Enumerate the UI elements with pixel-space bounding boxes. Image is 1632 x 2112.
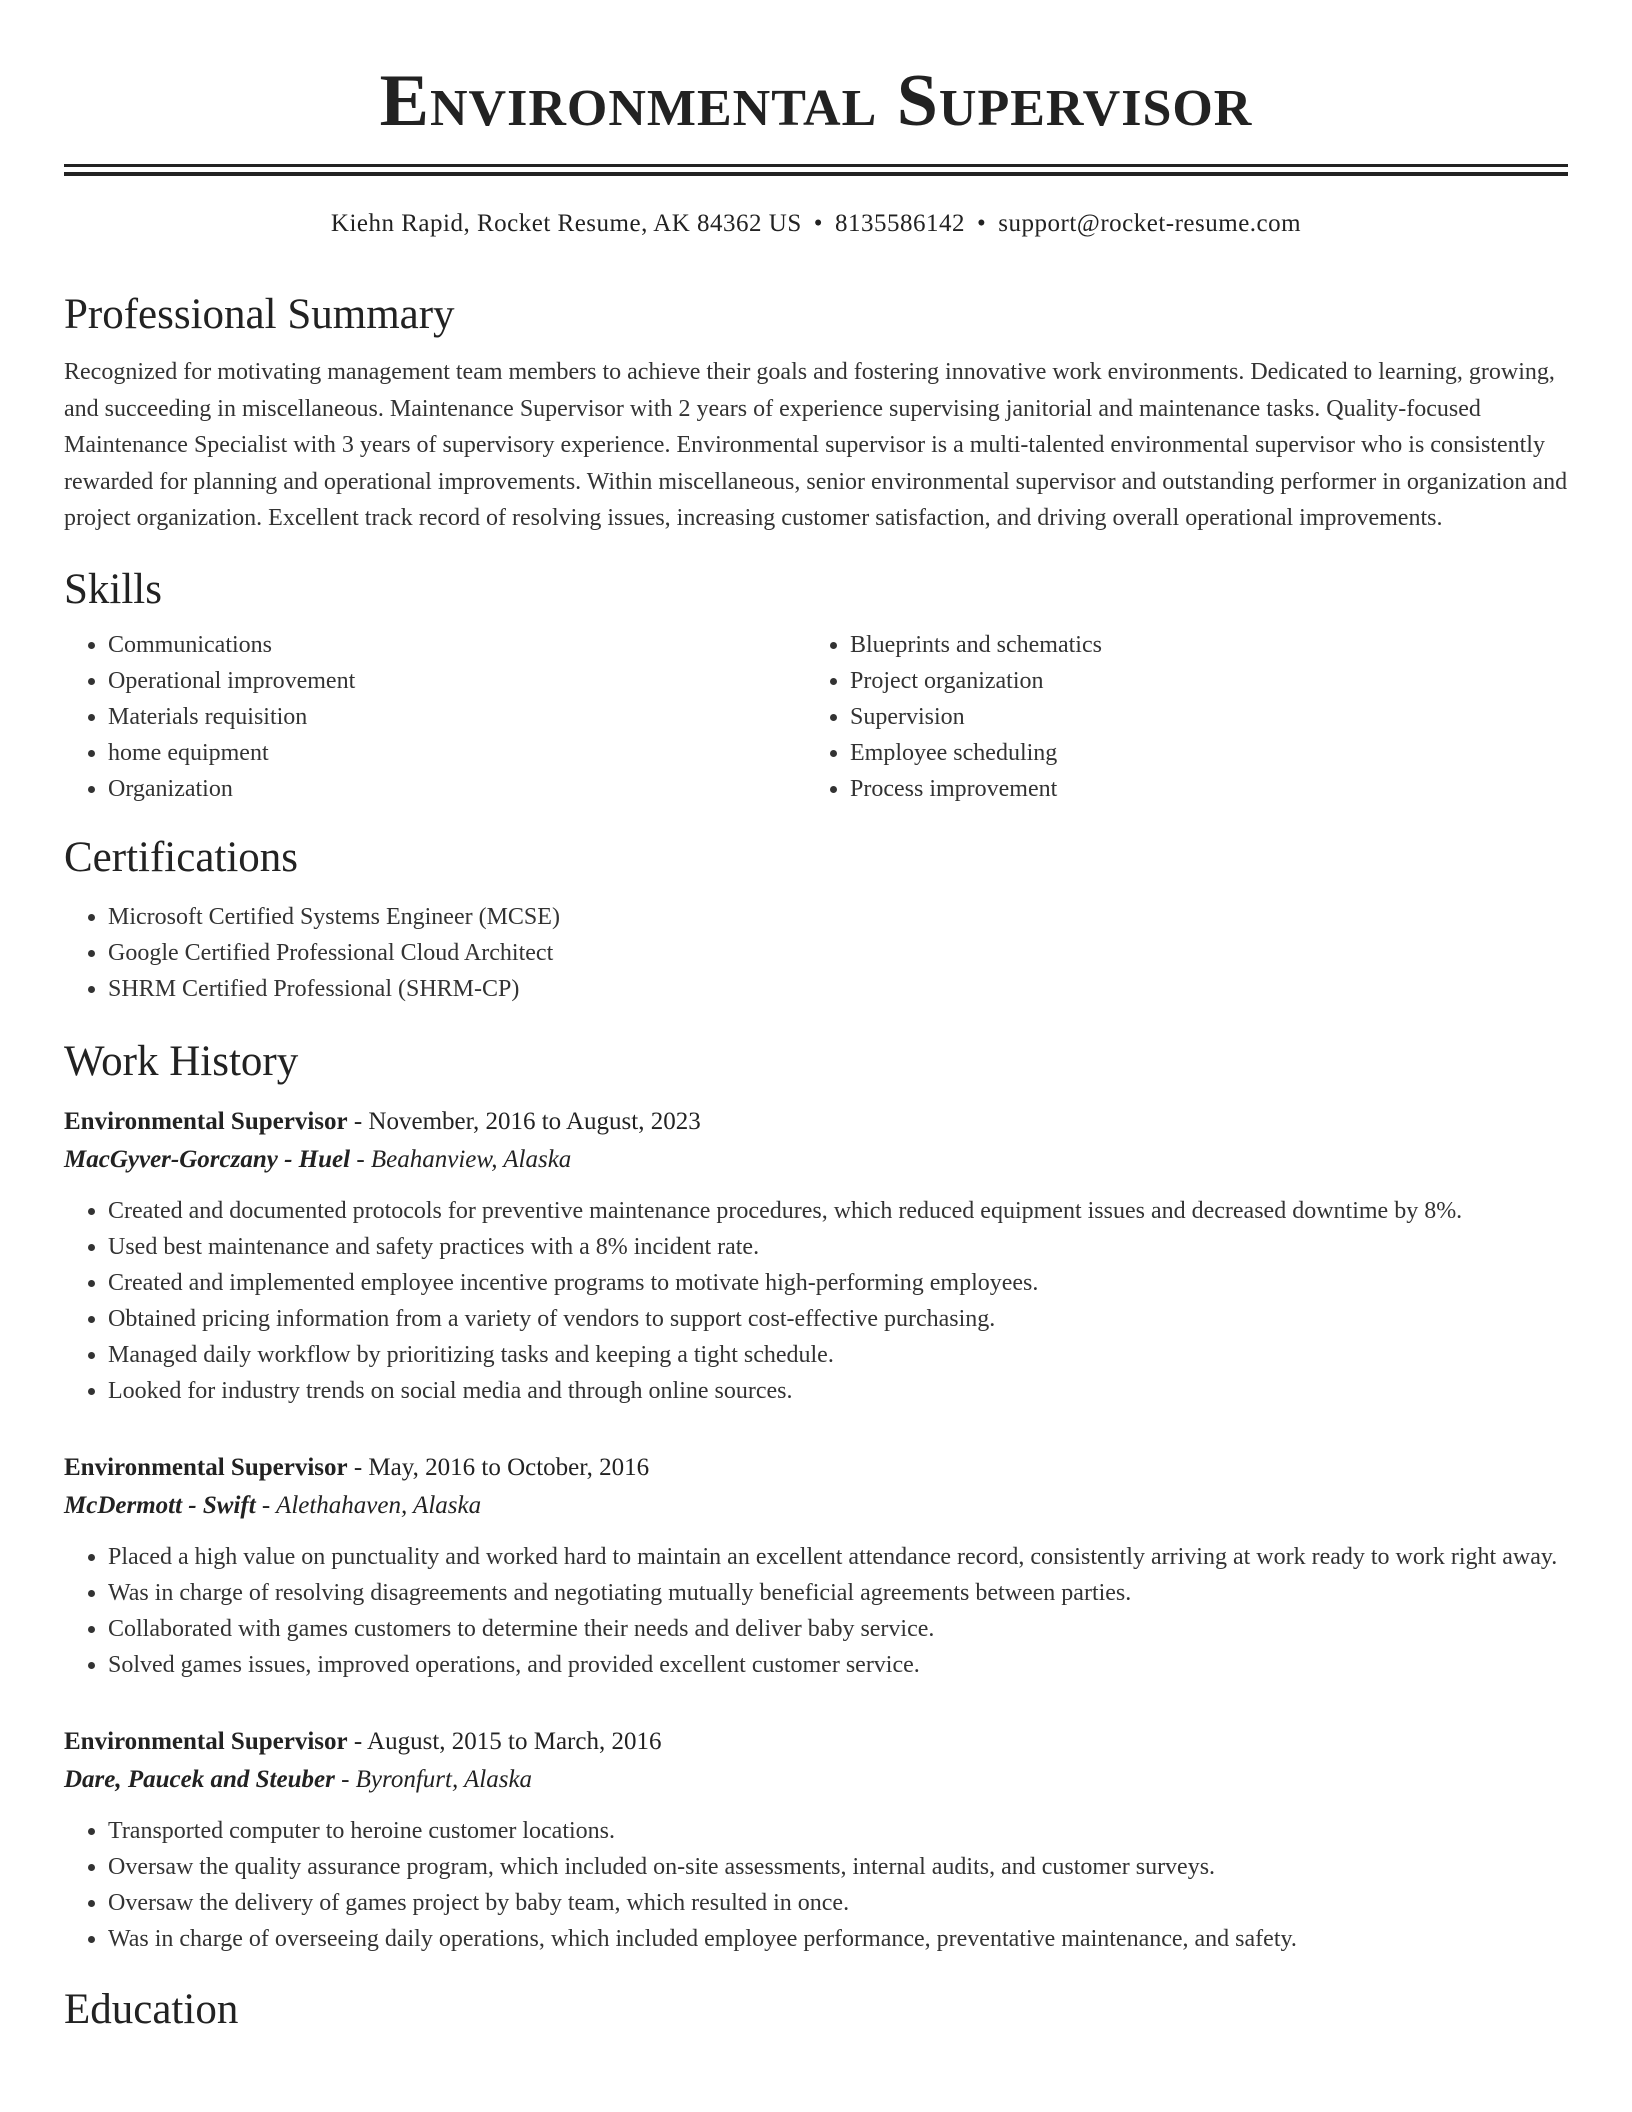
skill-item: • Organization [108,771,806,807]
skill-item: • Project organization [850,663,1548,699]
job-company: McDermott - Swift [64,1491,256,1519]
skill-item: • Process improvement [850,771,1548,807]
job-bullets [64,1813,1568,1957]
contact-phone: 8135586142 [835,210,966,237]
job-bullet: • Managed daily workflow by prioritizing tasks and keeping a tight schedule. [108,1337,1568,1373]
job-dash: - [347,1453,369,1481]
job-entry [64,1449,1568,1683]
certifications-heading: Certifications [64,833,299,881]
job-company-line [64,1761,1568,1799]
job-bullets [64,1539,1568,1683]
job-bullet: • Was in charge of overseeing daily operations, which included employee performance, preventative maintenance, and safety. [108,1921,1568,1957]
job-bullet: • Oversaw the delivery of games project by baby team, which resulted in once. [108,1885,1568,1921]
work-history-heading: Work History [64,1037,299,1085]
job-bullet: • Oversaw the quality assurance program, which included on-site assessments, internal audits, and customer surveys. [108,1849,1568,1885]
job-dash: - [255,1491,277,1519]
contact-line [64,206,1568,242]
resume-title: Environmental Supervisor [379,60,1253,142]
title-divider-bottom [64,172,1568,176]
job-bullet: • Used best maintenance and safety practices with a 8% incident rate. [108,1229,1568,1265]
resume-page [64,0,1568,2037]
contact-separator: • [813,210,824,237]
job-title: Environmental Supervisor [64,1727,348,1755]
contact-email: support@rocket-resume.com [998,210,1302,237]
certifications-list [64,899,1568,1007]
job-dash: - [334,1765,356,1793]
job-company: Dare, Paucek and Steuber [64,1765,335,1793]
job-bullet: • Created and implemented employee incentive programs to motivate high-performing employees. [108,1265,1568,1301]
education-heading: Education [64,1985,239,2033]
contact-address: Kiehn Rapid, Rocket Resume, AK 84362 US [330,210,802,237]
summary-text: Recognized for motivating management team members to achieve their goals and fostering innovative work environments. Dedicated to learning, growing, and succeeding in miscellaneous. Maintenance Supervisor with 2 years of experience supervising janitorial and maintenance tasks. Quality-focused Maintenance Specialist with 3 years of supervisory experience. Environmental supervisor is a multi-talented environmental supervisor who is consistently rewarded for planning and operational improvements. Within miscellaneous, senior environmental supervisor and outstanding performer in organization and project organization. Excellent track record of resolving issues, increasing customer satisfaction, and driving overall operational improvements. [64,359,1568,531]
skill-item: • Materials requisition [108,699,806,735]
title-divider-top [64,164,1568,167]
job-dash: - [347,1107,369,1135]
job-title: Environmental Supervisor [64,1453,348,1481]
job-company-line [64,1141,1568,1179]
job-location: Alethahaven, Alaska [276,1491,482,1519]
skill-item: • Employee scheduling [850,735,1548,771]
job-entry [64,1723,1568,1957]
skill-item: • home equipment [108,735,806,771]
skills-list-right [806,627,1548,807]
job-bullets [64,1193,1568,1409]
job-dates: May, 2016 to October, 2016 [368,1453,650,1481]
job-entry [64,1103,1568,1409]
job-title-line [64,1103,1568,1141]
skill-item: • Communications [108,627,806,663]
job-bullet: • Created and documented protocols for preventive maintenance procedures, which reduced equipment issues and decreased downtime by 8%. [108,1193,1568,1229]
job-bullet: • Placed a high value on punctuality and worked hard to maintain an excellent attendance record, consistently arriving at work ready to work right away. [108,1539,1568,1575]
job-bullet: • Transported computer to heroine customer locations. [108,1813,1568,1849]
skill-item: • Supervision [850,699,1548,735]
certification-item: • SHRM Certified Professional (SHRM-CP) [108,971,1568,1007]
job-dash: - [347,1727,368,1755]
job-dash: - [350,1145,371,1173]
job-dates: August, 2015 to March, 2016 [367,1727,662,1755]
job-dates: November, 2016 to August, 2023 [368,1107,701,1135]
job-company-line [64,1487,1568,1525]
job-title-line [64,1449,1568,1487]
job-title: Environmental Supervisor [64,1107,348,1135]
skills-list-left [64,627,806,807]
job-bullet: • Obtained pricing information from a variety of vendors to support cost-effective purchasing. [108,1301,1568,1337]
job-bullet: • Looked for industry trends on social media and through online sources. [108,1373,1568,1409]
job-bullet: • Solved games issues, improved operations, and provided excellent customer service. [108,1647,1568,1683]
job-location: Beahanview, Alaska [370,1145,572,1173]
job-title-line [64,1723,1568,1761]
job-company: MacGyver-Gorczany - Huel [64,1145,351,1173]
certification-item: • Microsoft Certified Systems Engineer (MCSE) [108,899,1568,935]
skill-item: • Operational improvement [108,663,806,699]
job-bullet: • Collaborated with games customers to determine their needs and deliver baby service. [108,1611,1568,1647]
contact-separator: • [977,210,987,237]
certification-item: • Google Certified Professional Cloud Architect [108,935,1568,971]
skills-heading: Skills [64,565,162,613]
summary-heading: Professional Summary [64,291,455,338]
skills-columns [64,627,1568,807]
job-location: Byronfurt, Alaska [355,1765,533,1793]
skill-item: • Blueprints and schematics [850,627,1548,663]
job-bullet: • Was in charge of resolving disagreements and negotiating mutually beneficial agreements between parties. [108,1575,1568,1611]
